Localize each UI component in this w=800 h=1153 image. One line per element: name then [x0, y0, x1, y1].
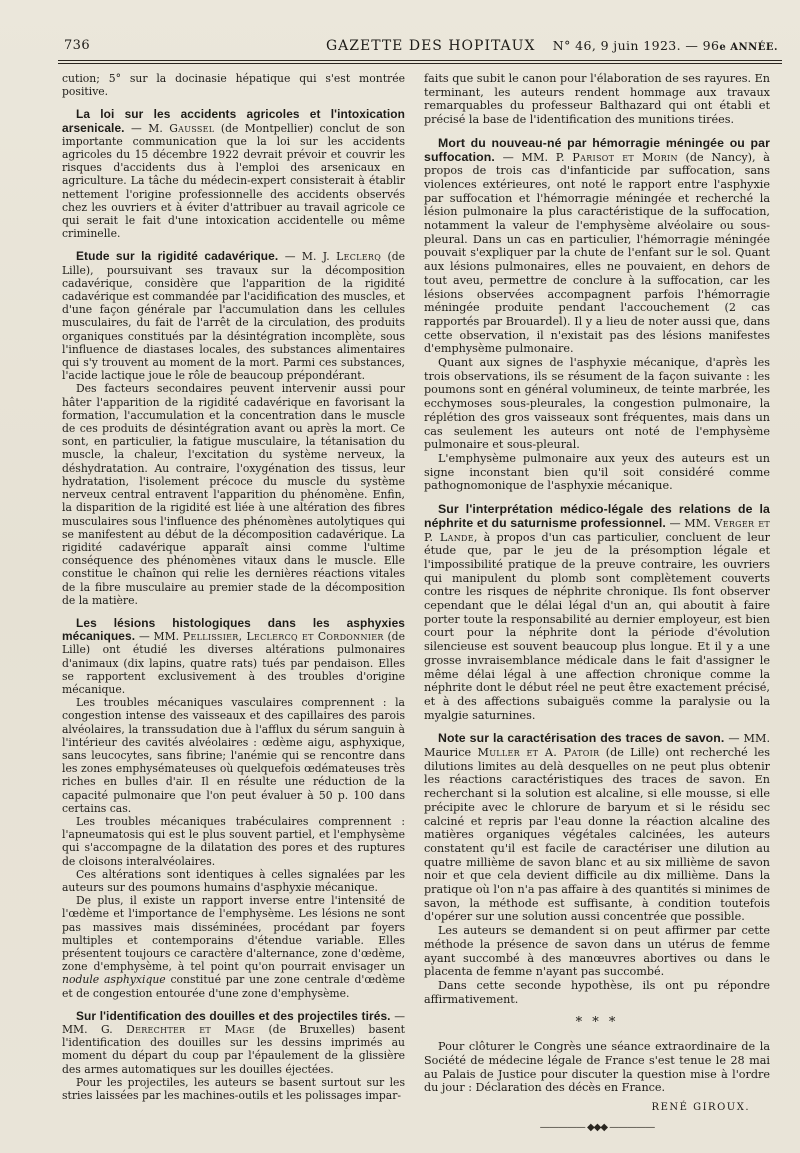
author-names: Derechter et Mage	[126, 1023, 255, 1037]
paragraph	[62, 250, 405, 382]
article-text: (de Lille), poursuivant ses travaux sur la décomposition cadavérique, considère que l'apparition de la rigidité cadavérique est commandée par l'acidification des muscles, et d'une façon générale par l'accumulation dans les cellules musculaires, du fait de l'arrêt de la circulation, des produits organiques constitués par la désintégration incomplète, sous l'influence de diastases locales, des substances alimentaires qui s'y trouvent au moment de la mort. Parmi ces substances, l'acide lactique joue le rôle de beaucoup prépondérant.	[62, 250, 406, 383]
paragraph: Ces altérations sont identiques à celles signalées par les auteurs sur des poumons humains d'asphyxie mécanique.	[62, 867, 405, 894]
author-name: Leclerq	[336, 250, 382, 264]
article-text: (de Bruxelles) basent l'identification des douilles sur les dessins imprimés au moment du départ du coup par l'épaulement de la glissière des armes automatiques sur les douilles éjectées.	[62, 1023, 405, 1076]
section-separator-asterisks: * * *	[575, 1015, 619, 1031]
paragraph: Les troubles mécaniques trabéculaires comprennent : l'apneumatosis qui est le plus souvent partiel, et l'emphysème qui s'accompagne de la dilatation des pores et des ruptures de cloisons interalvéolaires.	[62, 814, 405, 868]
article-identification-douilles	[62, 1010, 405, 1102]
author-names: Pellissier, Leclercq et Cordonnier	[182, 630, 384, 644]
paragraph: Pour clôturer le Congrès une séance extraordinaire de la Société de médecine légale de France s'est tenue le 28 mai au Palais de Justice pour discuter la question mise à l'ordre du jour : Déclaration des décès en France.	[424, 1040, 770, 1095]
author-names: Muller et A. Patoir	[477, 746, 600, 760]
dash-text: — MM. Maurice	[424, 732, 770, 760]
dash-text: — MM. G.	[62, 1009, 406, 1037]
article-rigidite	[62, 250, 405, 606]
article-heading: Sur l'interprétation médico-légale des relations de la néphrite et du saturnisme professionnel.	[424, 502, 770, 530]
article-continuation	[424, 72, 770, 127]
text-segment: constitué par une zone centrale d'œdème et de congestion entourée d'une zone d'emphysème.	[62, 973, 405, 1000]
article-heading: Les lésions histologiques dans les asphyxies mécaniques.	[62, 615, 405, 644]
article-loi-accidents	[62, 108, 405, 240]
header-rule	[58, 60, 782, 61]
paragraph: Les auteurs se demandent si on peut affirmer par cette méthode la présence de savon dans un utérus de femme ayant succombé à des manœuvres abortives ou dans le placenta de femme n'ayant pas succombé.	[424, 924, 770, 979]
italic-term: nodule asphyxique	[62, 973, 166, 987]
running-header	[58, 36, 782, 60]
paragraph: Des facteurs secondaires peuvent intervenir aussi pour hâter l'apparition de la rigidité cadavérique en favorisant la formation, l'accumulation et la concentration dans le muscle de ces produits de désintégration avant ou après la mort. Ce sont, en particulier, la fatigue musculaire, la tétanisation du muscle, la chaleur, l'excitation du système nerveux, la déshydratation. Au contraire, l'oxygénation des tissus, leur hydratation, l'isolement précoce du muscle du système nerveux central entravent l'apparition du phénomène. Enfin, la disparition de la rigidité est liée à une altération des fibres musculaires sous l'influence des phénomènes autolytiques qui se manifestent au début de la décomposition cadavérique. La rigidité cadavérique apparaît ainsi comme l'ultime conséquence des phénomènes vitaux dans le muscle. Elle constitue le chaînon qui relie les dernières réactions vitales de la fibre musculaire au premier stade de la décomposition de la matière.	[62, 382, 405, 607]
article-heading: La loi sur les accidents agricoles et l'intoxication arsenicale.	[62, 107, 405, 135]
article-text: , à propos d'un cas particulier, concluent de leur étude que, par le jeu de la présomption légale et l'impossibilité pratique de la preuve contraire, les ouvriers qui manipulent du plomb sont complètement couverts contre les risques de néphrite chronique. Ils font observer cependant que le délai légal d'un an, qui aboutit à faire porter toute la responsabilité au dernier employeur, est bien court pour la néphrite dont la période d'évolution silencieuse est souvent beaucoup plus longue. Et il y a une grosse invraisemblance médicale dans le fait d'assigner le même délai légal à une affection chronique comme la néphrite dont le début réel ne peut être exactement précisé, et à des affections subaiguës comme la paralysie ou la myalgie saturnines.	[424, 530, 771, 722]
paragraph	[62, 1010, 405, 1076]
article-heading: Note sur la caractérisation des traces de savon.	[438, 731, 725, 746]
issue-date: N° 46, 9 juin 1923. — 96	[552, 38, 720, 53]
paragraph: Pour les projectiles, les auteurs se basent surtout sur les stries laissées par les machines-outils et les polissages impar-	[62, 1075, 405, 1103]
journal-title: GAZETTE DES HOPITAUX	[326, 38, 536, 54]
article-heading: Mort du nouveau-né par hémorragie méningée ou par suffocation.	[424, 135, 770, 164]
article-lesions-histologiques	[62, 617, 405, 1000]
issue-year: e ANNÉE.	[719, 42, 778, 53]
ornamental-tailpiece: ————— ◆◆◆ —————	[539, 1121, 655, 1133]
author-signature: RENÉ GIROUX.	[651, 1101, 750, 1113]
dash-text: — MM. P.	[494, 150, 573, 164]
paragraph	[424, 503, 770, 722]
paragraph: Les troubles mécaniques vasculaires comprennent : la congestion intense des vaisseaux et des capillaires des parois alvéolaires, la transsudation due à l'afflux du sérum sanguin à l'intérieur des cavités alvéolaires : œdème aigu, asphyxique, sans leucocytes, sans fibrine; l'anémie qui se rencontre dans les zones emphysémateuses où quelquefois œdémateuses très riches en bulles d'air. Il en résulte une réduction de la capacité pulmonaire que l'on peut évaluer à 50 p. 100 dans certains cas.	[62, 696, 405, 815]
closing-note	[424, 1040, 770, 1095]
article-text: (de Montpellier) conclut de son importante communication que la loi sur les accidents agricoles du 15 décembre 1922 devrait prévoir et couvrir les risques d'accidents dus à l'emploi des arsenicaux en agriculture. La tâche du médecin-expert consisterait à établir nettement l'origine professionnelle des accidents observés chez les ouvriers et à éviter d'attribuer au travail agricole ce qui serait le fait d'une intoxication accidentelle ou même criminelle.	[62, 121, 405, 241]
article-mort-nouveau-ne	[424, 137, 770, 493]
article-continuation	[62, 72, 405, 98]
paragraph	[62, 108, 405, 240]
author-names: Verger et P. Lande	[424, 516, 770, 544]
dash-text: — MM.	[135, 630, 183, 644]
dash-text: — M.	[124, 121, 170, 135]
issue-info	[553, 38, 778, 53]
article-text: (de Nancy), à propos de trois cas d'infanticide par suffocation, sans violences extérieures, ont noté le rapport entre l'asphyxie par suffocation et l'hémorragie méningée et recherché la lésion pulmonaire la plus caractéristique de la suffocation, notamment la valeur de l'emphysème alvéolaire ou sous-pleural. Dans un cas en particulier, l'hémorragie méningée pouvait s'expliquer par la chute de l'enfant sur le sol. Quant aux lésions pulmonaires, elles ne pouvaient, en dehors de tout aveu, permettre de conclure à la suffocation, car les lésions observées accompagnent parfois l'hémorragie méningée produite pendant l'accouchement (2 cas rapportés par Brouardel). Il y a lieu de noter aussi que, dans cette observation, il n'existait pas des lésions manifestes d'emphysème pulmonaire.	[424, 150, 770, 356]
paragraph	[62, 617, 405, 696]
paragraph: Quant aux signes de l'asphyxie mécanique, d'après les trois observations, ils se résument de la façon suivante : les poumons sont en général volumineux, de teinte marbrée, les ecchymoses sous-pleurales, la congestion pulmonaire, la réplétion des gros vaisseaux sont fréquentes, mais dans un cas seulement les auteurs ont noté de l'emphysème pulmonaire et sous-pleural.	[424, 356, 770, 452]
page-number: 736	[64, 38, 91, 53]
left-column	[62, 72, 405, 1102]
author-names: Parisot et Morin	[572, 150, 678, 164]
article-nephrite-saturnisme	[424, 503, 770, 722]
article-heading: Sur l'identification des douilles et des projectiles tirés.	[76, 1008, 391, 1023]
article-traces-savon	[424, 732, 770, 1006]
text-segment: De plus, il existe un rapport inverse entre l'intensité de l'œdème et l'importance de l'emphysème. Les lésions ne sont pas massives mais disséminées, procédant par foyers multiples et contemporains d'étendue variable. Elles présentent toujours ce caractère d'alternance, zone d'œdème, zone d'emphysème, à tel point qu'on pourrait envisager un	[62, 894, 405, 974]
paragraph: Dans cette seconde hypothèse, ils ont pu répondre affirmativement.	[424, 979, 770, 1006]
paragraph	[424, 732, 770, 924]
author-name: Gaussel	[169, 121, 215, 135]
paragraph: cution; 5° sur la docinasie hépatique qui s'est montrée positive.	[62, 72, 405, 99]
article-heading: Etude sur la rigidité cadavérique.	[76, 249, 279, 264]
dash-text: — M. J.	[278, 250, 337, 264]
paragraph: L'emphysème pulmonaire aux yeux des auteurs est un signe inconstant bien qu'il soit considéré comme pathognomonique de l'asphyxie mécanique.	[424, 451, 770, 493]
paragraph: faits que subit le canon pour l'élaboration de ses rayures. En terminant, les auteurs rendent hommage aux travaux remarquables du professeur Balthazard qui ont établi et précisé la base de l'identification des munitions tirées.	[424, 72, 770, 127]
article-text: (de Lille) ont étudié les diverses altérations pulmonaires d'animaux (dix lapins, quatre rats) tués par pendaison. Elles se rapportent exclusivement à des troubles d'origine mécanique.	[62, 630, 405, 696]
header-rule-double	[58, 63, 782, 64]
right-column	[424, 72, 770, 1134]
paragraph	[62, 894, 405, 1000]
paragraph	[424, 137, 770, 356]
dash-text: — MM.	[665, 516, 715, 530]
article-text: (de Lille) ont recherché les dilutions limites au delà desquelles on ne peut plus obtenir les réactions caractéristiques des traces de savon. En recherchant si la solution est alcaline, si elle mousse, si elle précipite avec le chlorure de baryum et si le résidu sec calciné et repris par l'eau donne la réaction alcaline des matières organiques végétales calcinées, les auteurs constatent qu'il est facile de caractériser une dilution au quatre millième de savon blanc et au six millième de savon noir et que cela devient difficile au dix millième. Dans la pratique où l'on n'a pas affaire à des quantités si minimes de savon, la méthode est suffisante, à condition toutefois d'opérer sur une solution aussi concentrée que possible.	[424, 746, 771, 924]
